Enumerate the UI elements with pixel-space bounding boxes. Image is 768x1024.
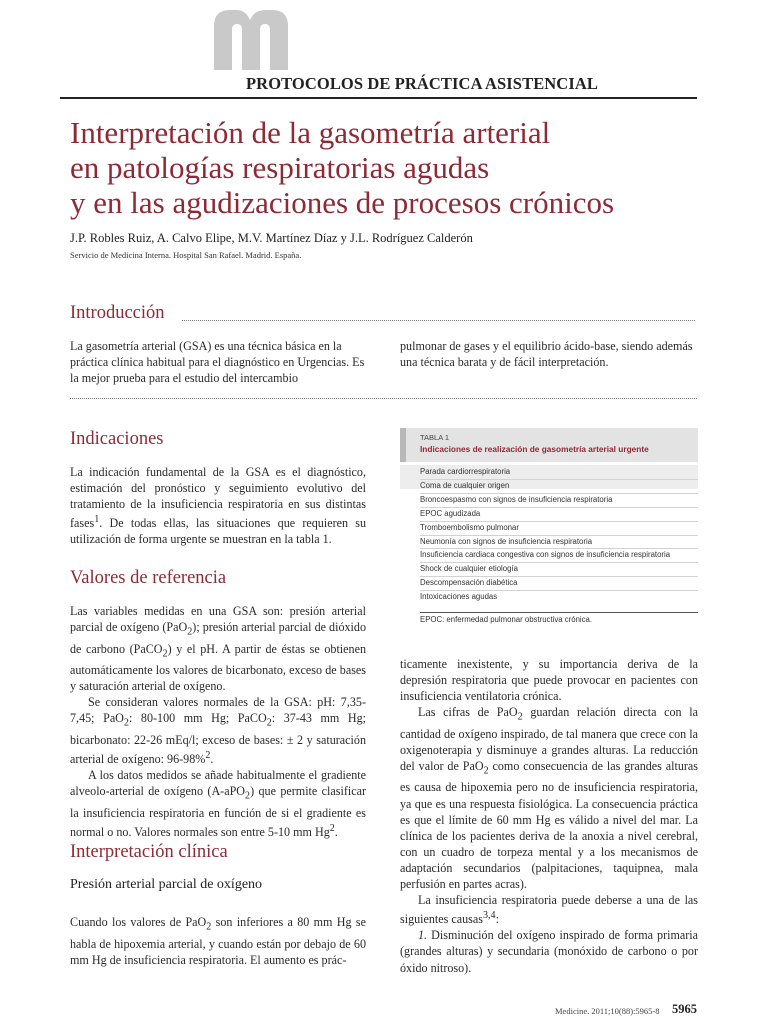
table-row-divider: [420, 535, 698, 536]
heading-introduccion: Introducción: [70, 303, 165, 323]
paragraph: 1. Disminución del oxígeno inspirado de forma primaria (grandes alturas) y secundaria (monóxido de carbono o por óxido nitroso).: [400, 928, 698, 975]
table-row: Intoxicaciones agudas: [420, 592, 498, 602]
interpretacion-paragraph: Cuando los valores de PaO$_2$ son inferiores a 80 mm Hg se habla de hipoxemia arterial, y cuando están por debajo de 60 mm Hg de insuficiencia respiratoria. El aumento es prác-: [70, 915, 366, 967]
journal-logo-graphic: [210, 4, 292, 70]
footer-citation: Medicine. 2011;10(88):5965-8: [555, 1006, 660, 1016]
table-row-divider: [420, 507, 698, 508]
table-row: Shock de cualquier etiología: [420, 564, 518, 574]
table-row: Descompensación diabética: [420, 578, 518, 588]
table-caption-bar: [400, 428, 406, 462]
table-row: Neumonía con signos de insuficiencia respiratoria: [420, 536, 593, 546]
article-title: [70, 115, 700, 220]
heading-indicaciones: Indicaciones: [70, 429, 164, 449]
intro-paragraph-right: pulmonar de gases y el equilibrio ácido-base, siendo además una técnica barata y de fácil interpretación.: [400, 339, 693, 370]
paragraph: ticamente inexistente, y su importancia deriva de la depresión respiratoria que puede provocar en pacientes con insuficiencia ventilatoria crónica.: [400, 657, 698, 704]
table-row: EPOC agudizada: [420, 508, 481, 518]
paragraph: Las variables medidas en una GSA son: presión arterial parcial de oxígeno (PaO$_2$); presión arterial parcial de dióxido de carbono (PaCO$_2$) y el pH. A partir de éstas se obtienen automáticamente los valores de bicarbonato, exceso de bases y saturación arterial de oxígeno.: [70, 604, 366, 694]
paragraph: La insuficiencia respiratoria puede deberse a una de las siguientes causas$^{3,4}$:: [400, 893, 698, 927]
heading-valores-de-referencia: Valores de referencia: [70, 568, 227, 588]
table-caption: [400, 428, 698, 462]
table-label: TABLA 1: [420, 433, 450, 442]
valores-body: [70, 603, 366, 840]
paragraph: Se consideran valores normales de la GSA: pH: 7,35-7,45; PaO$_2$: 80-100 mm Hg; PaCO$_2$: 37-43 mm Hg; bicarbonato: 22-26 mEq/l; exceso de bases: ± 2 y saturación arterial de oxígeno: 96-98%$^2$.: [70, 695, 366, 766]
table-row: Insuficiencia cardiaca congestiva con signos de insuficiencia respiratoria: [420, 550, 671, 560]
table-row-divider: [420, 521, 698, 522]
title-line: en patologías respiratorias agudas: [70, 150, 490, 185]
journal-logo: [210, 4, 292, 70]
paragraph: A los datos medidos se añade habitualmente el gradiente alveolo-arterial de oxígeno (A-aPO$_2$) que permite clasificar la insuficiencia respiratoria en función de si el gradiente es normal o no. Valores normales son entre 5-10 mm Hg$^2$.: [70, 768, 366, 839]
dotted-rule: [182, 320, 695, 321]
table-row-divider: [420, 576, 698, 577]
affiliation: Servicio de Medicina Interna. Hospital San Rafael. Madrid. España.: [70, 250, 302, 260]
right-column-body: [400, 656, 698, 976]
authors: J.P. Robles Ruiz, A. Calvo Elipe, M.V. Martínez Díaz y J.L. Rodríguez Calderón: [70, 231, 473, 245]
heading-interpretacion-clinica: Interpretación clínica: [70, 842, 228, 862]
table-row-divider: [420, 479, 698, 480]
subheading-presion-arterial: Presión arterial parcial de oxígeno: [70, 877, 263, 892]
table-row-divider: [420, 562, 698, 563]
table-row: Parada cardiorrespiratoria: [420, 467, 511, 476]
title-line: y en las agudizaciones de procesos crónicos: [70, 185, 615, 220]
section-header: PROTOCOLOS DE PRÁCTICA ASISTENCIAL: [246, 74, 598, 93]
page-number: 5965: [672, 1002, 697, 1016]
title-line: Interpretación de la gasometría arterial: [70, 115, 551, 150]
table-row: Tromboembolismo pulmonar: [420, 522, 519, 532]
table-footer-rule: [420, 612, 698, 613]
dotted-rule: [70, 398, 697, 399]
indicaciones-paragraph: La indicación fundamental de la GSA es el diagnóstico, estimación del pronóstico y seguimiento evolutivo del tratamiento de la insuficiencia respiratoria en sus distintas fases$^1$. De todas ellas, las situaciones que requieren su utilización de forma urgente se muestran en la tabla 1.: [70, 465, 366, 547]
intro-paragraph-left: La gasometría arterial (GSA) es una técnica básica en la práctica clínica habitual para el diagnóstico en Urgencias. Es la mejor prueba para el estudio del intercambio: [70, 339, 365, 386]
table-row: Broncoespasmo con signos de insuficiencia respiratoria: [420, 494, 613, 504]
table-footnote: EPOC: enfermedad pulmonar obstructiva crónica.: [420, 615, 593, 624]
table-row-divider: [420, 548, 698, 549]
table-row: Coma de cualquier origen: [420, 480, 510, 490]
table-row-divider: [420, 590, 698, 591]
paragraph: Las cifras de PaO$_2$ guardan relación directa con la cantidad de oxígeno inspirado, de tal manera que crece con la oxigenoterapia y disminuye a grandes alturas. La reducción del valor de PaO$_2$ como consecuencia de las grandes alturas es causa de hipoxemia pero no de insuficiencia respiratoria, ya que es una respuesta fisiológica. La consecuencia práctica es que el límite de 60 mm Hg es válido a nivel del mar. La clínica de los pacientes deriva de la anoxia a nivel cerebral, con un cuadro de torpeza mental y a los mecanismos de adaptación secundarios (palpitaciones, taquipnea, mala perfusión en partes acras).: [400, 705, 699, 892]
table-row-divider: [420, 493, 698, 494]
header-rule: [60, 97, 697, 99]
table-title: Indicaciones de realización de gasometría arterial urgente: [420, 444, 649, 454]
